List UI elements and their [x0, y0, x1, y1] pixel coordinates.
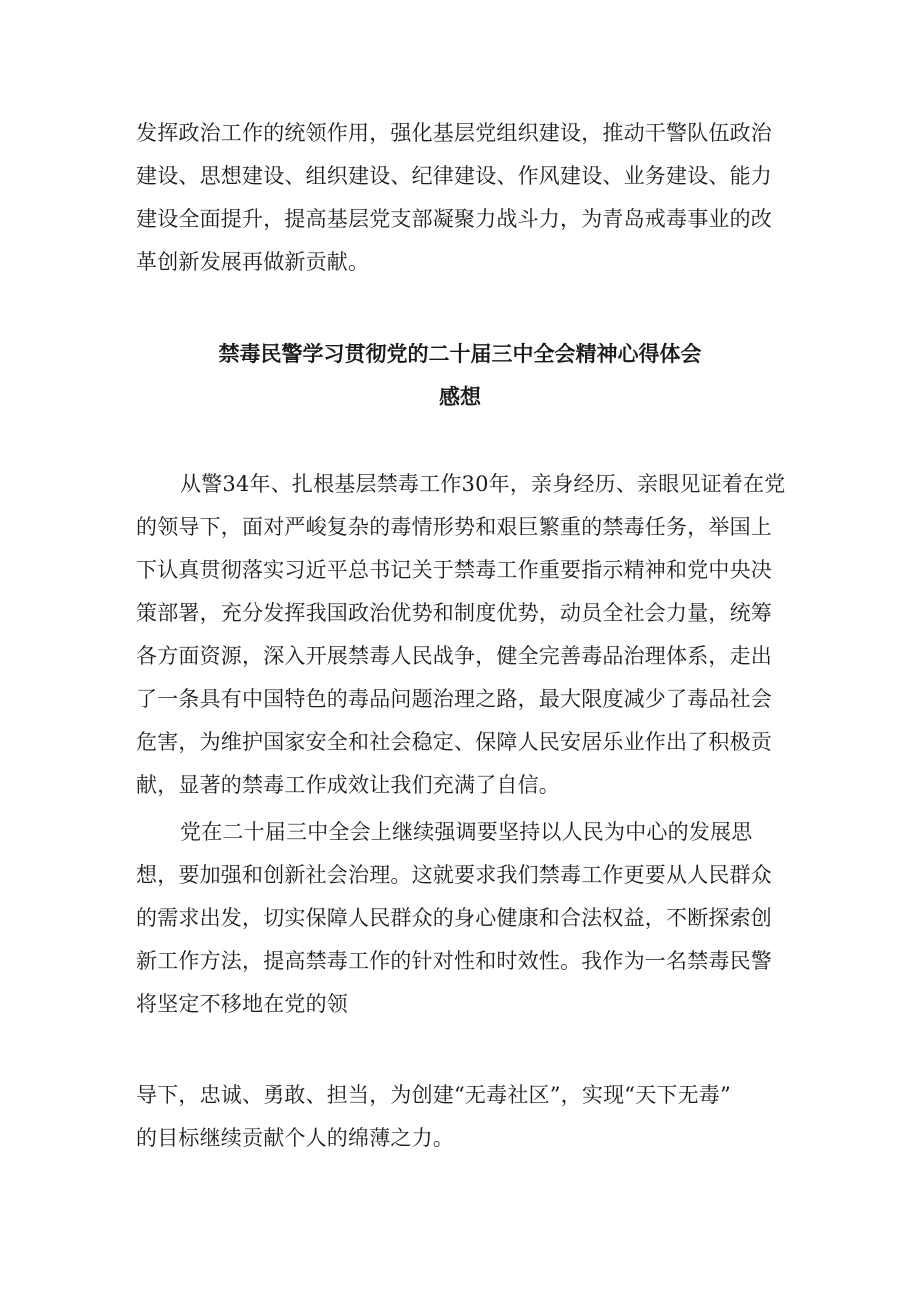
- paragraph-line: 下认真贯彻落实习近平总书记关于禁毒工作重要指示精神和党中央决: [136, 558, 772, 582]
- paragraph-line: 想，要加强和创新社会治理。这就要求我们禁毒工作更要从人民群众: [136, 863, 772, 887]
- paragraph-line: 从警34年、扎根基层禁毒工作30年，亲身经历、亲眼见证着在党: [180, 472, 786, 496]
- paragraph-line: 新工作方法，提高禁毒工作的针对性和时效性。我作为一名禁毒民警: [136, 949, 772, 973]
- paragraph-line: 的需求出发，切实保障人民群众的身心健康和合法权益，不断探索创: [136, 906, 772, 930]
- article-title: 禁毒民警学习贯彻党的二十届三中全会精神心得体会: [218, 342, 702, 366]
- body-paragraph-3: [136, 1074, 786, 1160]
- body-paragraph-1: [136, 463, 786, 807]
- article-title-continuation: 感想: [439, 385, 481, 409]
- paragraph-line: 将坚定不移地在党的领: [136, 992, 348, 1016]
- paragraph-line: 策部署，充分发挥我国政治优势和制度优势，动员全社会力量，统筹: [136, 601, 772, 625]
- paragraph-line: 的领导下，面对严峻复杂的毒情形势和艰巨繁重的禁毒任务，举国上: [136, 515, 772, 539]
- paragraph-line: 建设、思想建设、组织建设、纪律建设、作风建设、业务建设、能力: [136, 164, 772, 188]
- paragraph-line: 的目标继续贡献个人的绵薄之力。: [136, 1126, 454, 1150]
- paragraph-line: 献，显著的禁毒工作成效让我们充满了自信。: [136, 773, 560, 797]
- paragraph-line: 各方面资源，深入开展禁毒人民战争，健全完善毒品治理体系，走出: [136, 644, 772, 668]
- paragraph-line: 发挥政治工作的统领作用，强化基层党组织建设，推动干警队伍政治: [136, 121, 772, 145]
- paragraph-line: 革创新发展再做新贡献。: [136, 250, 370, 274]
- paragraph-line: 建设全面提升，提高基层党支部凝聚力战斗力，为青岛戒毒事业的改: [136, 207, 772, 231]
- paragraph-line: 党在二十届三中全会上继续强调要坚持以人民为中心的发展思: [180, 820, 753, 844]
- paragraph-line: 导下，忠诚、勇敢、担当，为创建“无毒社区”，实现“天下无毒”: [136, 1083, 731, 1107]
- paragraph-line: 了一条具有中国特色的毒品问题治理之路，最大限度减少了毒品社会: [136, 687, 772, 711]
- paragraph-line: 危害，为维护国家安全和社会稳定、保障人民安居乐业作出了积极贡: [136, 730, 772, 754]
- intro-paragraph: [136, 112, 786, 284]
- body-paragraph-2: [136, 811, 786, 1026]
